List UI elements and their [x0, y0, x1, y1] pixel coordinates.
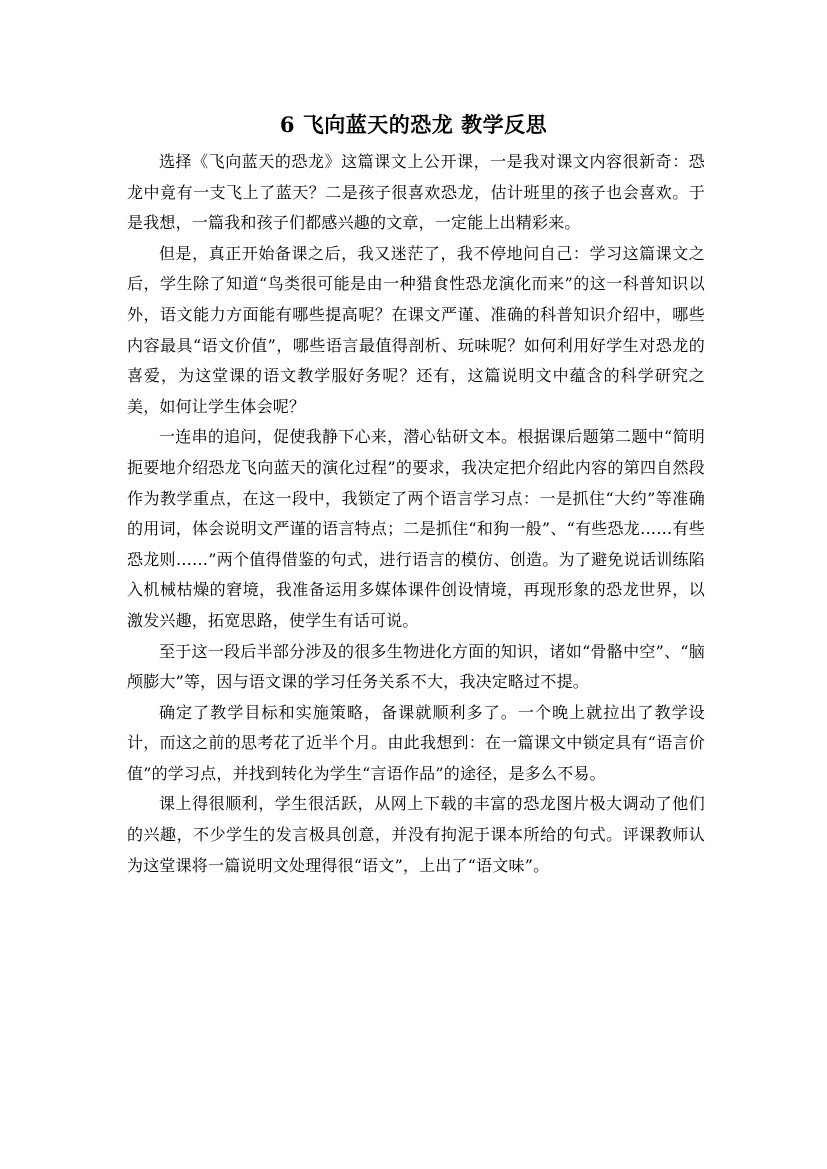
document-title: 6 飞向蓝天的恐龙 教学反思: [279, 112, 548, 137]
paragraph-1: 选择《飞向蓝天的恐龙》这篇课文上公开课，一是我对课文内容很新奇：恐龙中竟有一支飞上了蓝天？二是孩子很喜欢恐龙，估计班里的孩子也会喜欢。于是我想，一篇我和孩子们都感兴趣的文章，一定能上出精彩来。: [127, 152, 705, 233]
paragraph-6: 课上得很顺利，学生很活跃，从网上下载的丰富的恐龙图片极大调动了他们的兴趣，不少学生的发言极具创意，并没有拘泥于课本所给的句式。评课教师认为这堂课将一篇说明文处理得很“语文”，上出了“语文味”。: [127, 794, 705, 875]
paragraph-3: 一连串的追问，促使我静下心来，潜心钻研文本。根据课后题第二题中“简明扼要地介绍恐龙飞向蓝天的演化过程”的要求，我决定把介绍此内容的第四自然段作为教学重点，在这一段中，我锁定了两个语言学习点：一是抓住“大约”等准确的用词，体会说明文严谨的语言特点；二是抓住“和狗一般”、“有些恐龙……有些恐龙则……”两个值得借鉴的句式，进行语言的模仿、创造。为了避免说话训练陷入机械枯燥的窘境，我准备运用多媒体课件创设情境，再现形象的恐龙世界，以激发兴趣，拓宽思路，使学生有话可说。: [127, 427, 705, 630]
paragraph-2: 但是，真正开始备课之后，我又迷茫了，我不停地问自己：学习这篇课文之后，学生除了知道“鸟类很可能是由一种猎食性恐龙演化而来”的这一科普知识以外，语文能力方面能有哪些提高呢？在课文严谨、准确的科普知识介绍中，哪些内容最具“语文价值”，哪些语言最值得剖析、玩味呢？如何利用好学生对恐龙的喜爱，为这堂课的语文教学服好务呢？还有，这篇说明文中蕴含的科学研究之美，如何让学生体会呢？: [127, 243, 705, 416]
paragraph-5: 确定了教学目标和实施策略，备课就顺利多了。一个晚上就拉出了教学设计，而这之前的思考花了近半个月。由此我想到：在一篇课文中锁定具有“语言价值”的学习点，并找到转化为学生“言语作品”的途径，是多么不易。: [127, 702, 705, 783]
paragraph-4: 至于这一段后半部分涉及的很多生物进化方面的知识，诸如“骨骼中空”、“脑颅膨大”等，因与语文课的学习任务关系不大，我决定略过不提。: [127, 641, 705, 692]
document-body: [127, 147, 705, 881]
